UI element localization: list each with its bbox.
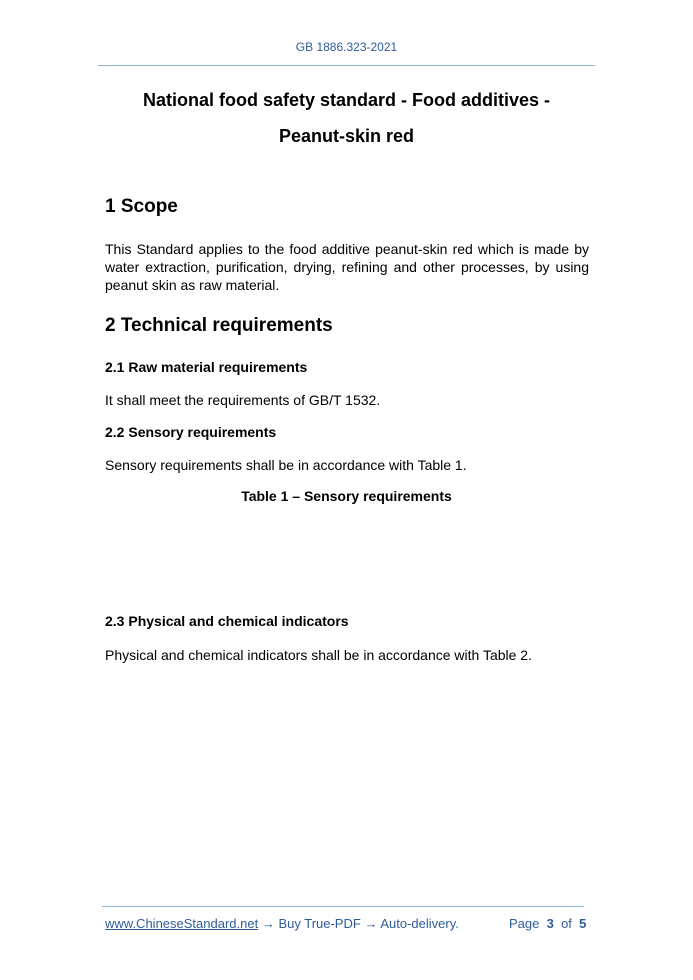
- document-title-line-1: National food safety standard - Food additives -: [142, 90, 551, 110]
- section-heading-scope: 1 Scope: [105, 196, 178, 217]
- subsection-heading-physical-chemical: 2.3 Physical and chemical indicators: [105, 613, 349, 629]
- site-link[interactable]: www.ChineseStandard.net: [105, 916, 259, 931]
- sensory-paragraph: Sensory requirements shall be in accordance with Table 1.: [105, 457, 467, 473]
- scope-paragraph: This Standard applies to the food additive peanut-skin red which is made by water extraction, purification, drying, refining and other processes, by using peanut skin as raw material.: [105, 241, 589, 293]
- page-label: Page: [509, 916, 540, 931]
- footer-promo: [105, 916, 459, 931]
- page-current: 3: [546, 916, 554, 931]
- page-total: 5: [579, 916, 587, 931]
- header-divider: [98, 65, 595, 66]
- document-title-line-2: Peanut-skin red: [278, 126, 415, 146]
- arrow-icon: →: [261, 916, 275, 931]
- raw-material-paragraph: It shall meet the requirements of GB/T 1532.: [105, 392, 381, 408]
- subsection-heading-raw-material: 2.1 Raw material requirements: [105, 359, 308, 375]
- table-1-caption: Table 1 – Sensory requirements: [241, 488, 452, 504]
- document-code: GB 1886.323-2021: [295, 40, 398, 54]
- delivery-text: Auto-delivery.: [380, 916, 459, 931]
- physical-chemical-paragraph: Physical and chemical indicators shall be in accordance with Table 2.: [105, 647, 532, 663]
- subsection-heading-sensory: 2.2 Sensory requirements: [105, 424, 277, 440]
- arrow-icon: →: [364, 916, 378, 931]
- buy-text: Buy True-PDF: [278, 916, 361, 931]
- page-indicator: [509, 916, 586, 931]
- section-heading-technical: 2 Technical requirements: [105, 315, 333, 336]
- footer-divider: [102, 906, 584, 907]
- of-label: of: [561, 916, 572, 931]
